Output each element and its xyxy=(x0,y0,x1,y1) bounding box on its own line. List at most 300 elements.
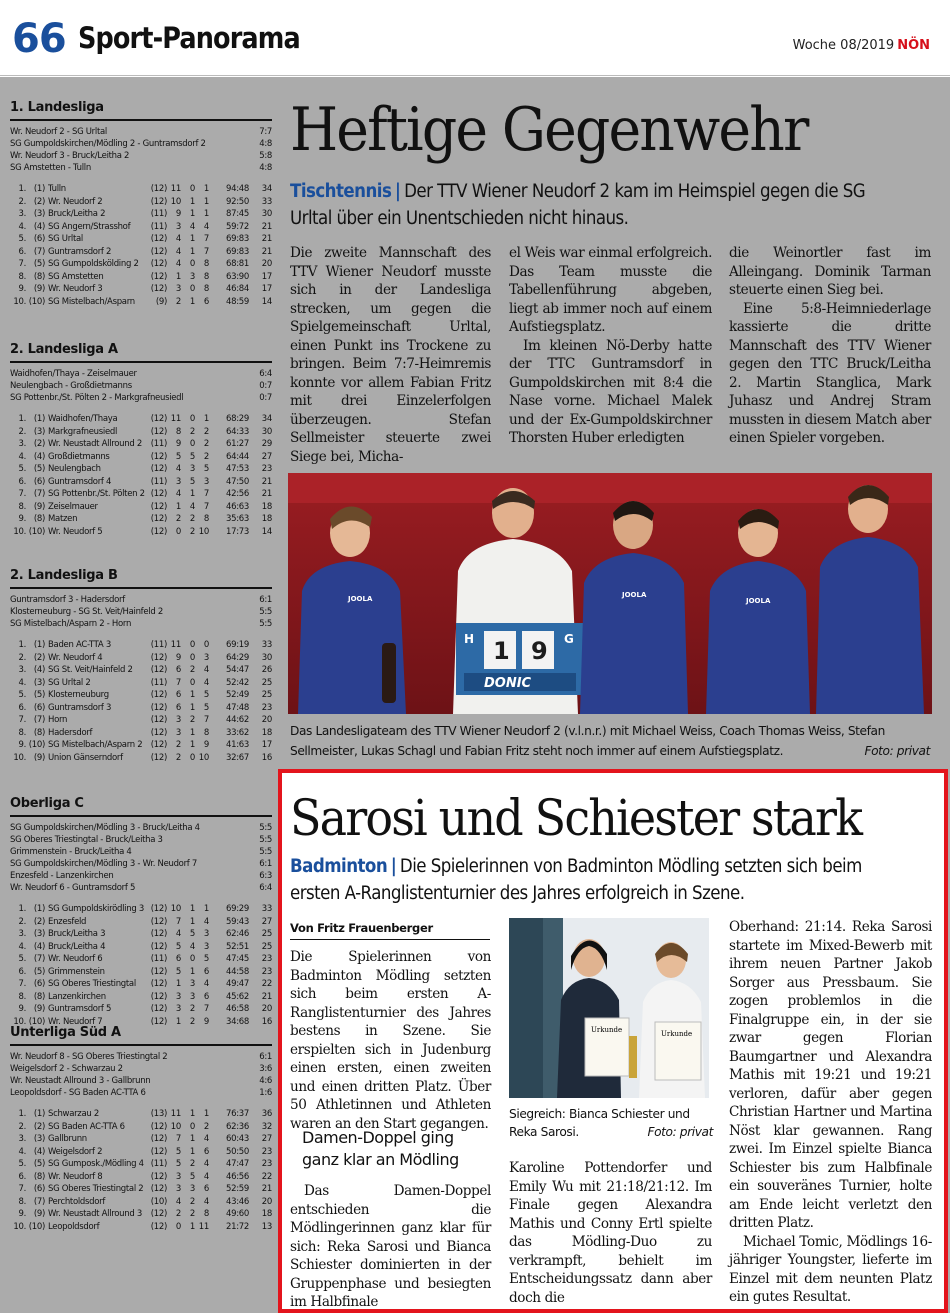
match-score: 0:7 xyxy=(259,393,272,403)
standings-cell-l: 8 xyxy=(203,727,209,738)
article-lead xyxy=(290,853,911,907)
standings-cell-sets: 44:58 xyxy=(226,966,249,977)
standings-cell-rank: 10. xyxy=(13,1016,26,1027)
standings-cell-prev: (4) xyxy=(33,451,45,462)
standings-cell-rank: 1. xyxy=(18,184,26,194)
standings-cell-games: (12) xyxy=(150,514,167,524)
standings-cell-games: (12) xyxy=(150,991,167,1002)
article-kicker: Badminton xyxy=(290,856,388,877)
standings-cell-pts: 18 xyxy=(261,501,272,512)
standings-table xyxy=(10,1108,272,1233)
standings-cell-d: 2 xyxy=(189,1159,195,1169)
standings-cell-team: Wr. Neudorf 7 xyxy=(48,1016,103,1027)
standings-cell-games: (12) xyxy=(150,426,167,437)
standings-row xyxy=(10,488,272,501)
standings-cell-d: 2 xyxy=(189,665,195,675)
standings-cell-games: (11) xyxy=(150,1159,167,1169)
standings-cell-team: Baden AC-TTA 3 xyxy=(48,640,111,650)
standings-cell-rank: 1. xyxy=(18,640,26,650)
standings-cell-l: 3 xyxy=(203,941,209,952)
standings-cell-sets: 49:60 xyxy=(226,1209,249,1219)
winners-photo-illustration xyxy=(509,918,709,1098)
standings-cell-games: (12) xyxy=(150,904,167,914)
standings-cell-team: Neulengbach xyxy=(48,464,101,474)
standings-cell-d: 2 xyxy=(189,1209,195,1219)
standings-cell-w: 1 xyxy=(175,1016,181,1027)
standings-cell-sets: 64:33 xyxy=(226,426,249,437)
standings-cell-games: (12) xyxy=(150,246,167,257)
standings-row xyxy=(10,739,272,752)
standings-cell-d: 1 xyxy=(189,702,195,713)
standings-cell-l: 10 xyxy=(198,526,209,537)
standings-cell-pts: 36 xyxy=(261,1109,272,1119)
standings-cell-sets: 48:59 xyxy=(226,296,249,307)
standings-row xyxy=(10,941,272,954)
standings-cell-team: Wr. Neudorf 8 xyxy=(48,1171,103,1182)
standings-cell-w: 0 xyxy=(175,1221,181,1232)
standings-row xyxy=(10,727,272,740)
article-column-3 xyxy=(729,244,931,448)
standings-cell-pts: 32 xyxy=(261,1121,272,1132)
standings-cell-pts: 33 xyxy=(261,904,272,914)
standings-cell-games: (12) xyxy=(150,184,167,194)
standings-cell-rank: 2. xyxy=(18,196,26,207)
match-result xyxy=(10,162,272,174)
standings-cell-rank: 9. xyxy=(18,740,26,750)
standings-row xyxy=(10,752,272,765)
standings-cell-games: (12) xyxy=(150,690,167,700)
standings-cell-sets: 63:90 xyxy=(226,271,249,282)
standings-cell-games: (12) xyxy=(150,1016,167,1027)
article-lead-text: Die Spielerinnen von Badminton Mödling setzten sich beim ersten A-Ranglistenturnier des Jahres erfolgreich in Szene. xyxy=(290,856,862,904)
standings-cell-w: 11 xyxy=(170,414,181,424)
match-result xyxy=(10,594,272,606)
match-score: 5:5 xyxy=(259,823,272,833)
standings-cell-l: 6 xyxy=(203,1146,209,1157)
standings-cell-games: (12) xyxy=(150,234,167,244)
standings-cell-w: 3 xyxy=(175,1171,181,1182)
standings-cell-d: 1 xyxy=(189,1109,195,1119)
standings-row xyxy=(10,426,272,439)
standings-cell-games: (11) xyxy=(150,221,167,232)
match-result xyxy=(10,606,272,618)
shirt-brand: JOOLA xyxy=(348,595,373,603)
standings-cell-rank: 5. xyxy=(18,954,26,964)
standings-cell-rank: 8. xyxy=(18,271,26,282)
standings-cell-w: 4 xyxy=(175,234,181,244)
standings-row xyxy=(10,258,272,271)
standings-cell-team: Guntramsdorf 3 xyxy=(48,702,112,713)
standings-cell-rank: 7. xyxy=(18,489,26,499)
standings-cell-w: 4 xyxy=(175,464,181,474)
standings-cell-games: (12) xyxy=(150,665,167,675)
standings-cell-games: (9) xyxy=(155,296,167,307)
standings-cell-w: 7 xyxy=(175,1134,181,1144)
standings-cell-rank: 4. xyxy=(18,451,26,462)
article-paragraph: Im kleinen Nö-Derby hatte der TTC Guntramsdorf in Gumpoldskirchen mit 8:4 die Nase vorne. Michael Malek und der Ex-Gumpoldskirchner Thorsten Huber erledigten xyxy=(509,337,712,446)
kicker-separator: | xyxy=(390,856,397,877)
standings-cell-w: 11 xyxy=(170,1109,181,1119)
standings-cell-team: Wr. Neudorf 2 xyxy=(48,196,103,207)
match-result xyxy=(10,1075,272,1087)
standings-cell-w: 5 xyxy=(175,966,181,977)
standings-cell-rank: 4. xyxy=(18,1146,26,1157)
standings-cell-l: 8 xyxy=(203,514,209,524)
standings-cell-l: 7 xyxy=(203,489,209,499)
standings-cell-l: 4 xyxy=(203,221,209,232)
standings-cell-d: 1 xyxy=(189,234,195,244)
standings-cell-l: 3 xyxy=(203,476,209,487)
standings-cell-sets: 69:29 xyxy=(226,904,249,914)
standings-cell-w: 9 xyxy=(175,209,181,219)
match-score: 5:5 xyxy=(259,835,272,845)
standings-cell-team: SG Mistelbach/Asparn 2 xyxy=(48,740,143,750)
standings-cell-games: (12) xyxy=(150,941,167,952)
standings-cell-l: 4 xyxy=(203,677,209,688)
match-result xyxy=(10,138,272,150)
article-column-2 xyxy=(509,1159,712,1307)
standings-cell-pts: 21 xyxy=(261,246,272,257)
standings-cell-team: Wr. Neudorf 3 xyxy=(48,284,103,294)
standings-cell-w: 8 xyxy=(175,426,181,437)
standings-cell-prev: (3) xyxy=(33,677,45,688)
standings-cell-pts: 23 xyxy=(261,702,272,713)
standings-cell-pts: 30 xyxy=(261,652,272,663)
article-paragraph: die Weinortler fast im Alleingang. Dominik Tarman steuerte einen Sieg bei. xyxy=(729,245,931,298)
standings-row xyxy=(10,652,272,665)
standings-cell-pts: 18 xyxy=(261,1209,272,1219)
standings-cell-rank: 9. xyxy=(18,1209,26,1219)
standings-cell-w: 5 xyxy=(175,1159,181,1169)
standings-cell-sets: 64:44 xyxy=(226,451,249,462)
standings-cell-l: 2 xyxy=(203,426,209,437)
standings-row xyxy=(10,208,272,221)
standings-cell-prev: (6) xyxy=(33,476,45,487)
standings-cell-games: (12) xyxy=(150,702,167,713)
standings-cell-prev: (4) xyxy=(33,221,45,232)
shirt-brand: JOOLA xyxy=(622,591,647,599)
article-paragraph: Eine 5:8-Heimniederlage kassierte die dritte Mannschaft des TTV Wiener gegen den TTC Bruck/Leitha 2. Martin Stanglica, Mark Juhasz und Andrej Stram mussten in diesem Match aber einen Spieler vorgeben. xyxy=(729,300,931,446)
match-score: 4:8 xyxy=(259,163,272,173)
standings-cell-l: 4 xyxy=(203,665,209,675)
match-score: 5:5 xyxy=(259,607,272,617)
standings-cell-pts: 33 xyxy=(261,196,272,207)
standings-cell-sets: 44:62 xyxy=(226,715,249,725)
standings-cell-d: 1 xyxy=(189,209,195,219)
standings-cell-w: 3 xyxy=(175,727,181,738)
standings-cell-pts: 21 xyxy=(261,991,272,1002)
photo-sign: Urkunde xyxy=(591,1026,623,1034)
standings-row xyxy=(10,966,272,979)
standings-cell-rank: 10. xyxy=(13,526,26,537)
match-score: 6:4 xyxy=(259,883,272,893)
standings-cell-rank: 4. xyxy=(18,677,26,688)
match-score: 5:8 xyxy=(259,151,272,161)
standings-cell-d: 2 xyxy=(189,526,195,537)
standings-cell-sets: 52:42 xyxy=(226,677,249,688)
standings-cell-games: (11) xyxy=(150,677,167,688)
photo-caption xyxy=(290,721,930,761)
standings-cell-w: 7 xyxy=(175,916,181,927)
standings-row xyxy=(10,1183,272,1196)
article-column-1-continued xyxy=(290,1182,491,1312)
standings-cell-pts: 25 xyxy=(261,929,272,939)
standings-cell-prev: (5) xyxy=(33,259,45,269)
scoreboard-brand: DONIC xyxy=(484,676,532,691)
match-score: 6:3 xyxy=(259,871,272,881)
standings-cell-d: 1 xyxy=(189,690,195,700)
standings-cell-prev: (2) xyxy=(33,916,45,927)
match-result xyxy=(10,126,272,138)
standings-cell-pts: 17 xyxy=(261,740,272,750)
standings-cell-prev: (9) xyxy=(33,501,45,512)
standings-cell-team: Wr. Neudorf 6 xyxy=(48,954,103,964)
standings-cell-l: 3 xyxy=(203,652,209,663)
league-table xyxy=(10,568,272,764)
standings-cell-d: 1 xyxy=(189,489,195,499)
standings-row xyxy=(10,196,272,209)
match-score: 4:6 xyxy=(259,1076,272,1086)
standings-cell-prev: (7) xyxy=(33,1196,45,1207)
standings-cell-w: 2 xyxy=(175,514,181,524)
article-headline: Sarosi und Schiester stark xyxy=(290,789,862,847)
standings-cell-rank: 6. xyxy=(18,966,26,977)
standings-cell-pts: 23 xyxy=(261,1146,272,1157)
standings-cell-team: Tulln xyxy=(48,184,66,194)
standings-cell-prev: (8) xyxy=(33,727,45,738)
standings-cell-l: 3 xyxy=(203,929,209,939)
standings-cell-prev: (3) xyxy=(33,209,45,219)
scoreboard-letter: H xyxy=(464,632,475,646)
standings-row xyxy=(10,438,272,451)
standings-row xyxy=(10,702,272,715)
scoreboard-digit: 1 xyxy=(493,637,510,665)
standings-cell-sets: 46:56 xyxy=(226,1171,249,1182)
standings-cell-rank: 10. xyxy=(13,296,26,307)
standings-cell-sets: 69:19 xyxy=(226,640,249,650)
standings-cell-prev: (9) xyxy=(33,1209,45,1219)
standings-cell-pts: 14 xyxy=(261,526,272,537)
standings-cell-d: 5 xyxy=(189,451,195,462)
standings-cell-d: 0 xyxy=(189,640,195,650)
standings-cell-w: 1 xyxy=(175,979,181,989)
standings-row xyxy=(10,1133,272,1146)
photo-credit: Foto: privat xyxy=(864,744,930,758)
standings-cell-team: SG Baden AC-TTA 6 xyxy=(48,1121,125,1132)
standings-cell-sets: 92:50 xyxy=(226,196,249,207)
standings-cell-w: 2 xyxy=(175,752,181,763)
standings-cell-l: 9 xyxy=(203,740,209,750)
standings-cell-w: 1 xyxy=(175,271,181,282)
match-result xyxy=(10,392,272,404)
match-result xyxy=(10,882,272,894)
standings-cell-pts: 20 xyxy=(261,1004,272,1014)
standings-cell-sets: 34:68 xyxy=(226,1016,249,1027)
standings-cell-rank: 9. xyxy=(18,284,26,294)
standings-cell-games: (12) xyxy=(150,259,167,269)
standings-cell-w: 4 xyxy=(175,259,181,269)
standings-cell-l: 8 xyxy=(203,271,209,282)
standings-cell-prev: (10) xyxy=(28,1016,45,1027)
standings-cell-w: 5 xyxy=(175,451,181,462)
standings-cell-prev: (7) xyxy=(33,489,45,499)
standings-cell-w: 9 xyxy=(175,439,181,449)
standings-cell-pts: 30 xyxy=(261,426,272,437)
standings-cell-d: 5 xyxy=(189,929,195,939)
standings-cell-l: 4 xyxy=(203,979,209,989)
standings-cell-team: Markgrafneusiedl xyxy=(48,426,118,437)
standings-cell-pts: 23 xyxy=(261,966,272,977)
standings-cell-pts: 30 xyxy=(261,209,272,219)
standings-cell-games: (12) xyxy=(150,727,167,738)
standings-cell-team: Guntramsdorf 5 xyxy=(48,1004,112,1014)
standings-cell-sets: 47:50 xyxy=(226,476,249,487)
standings-row xyxy=(10,953,272,966)
standings-cell-games: (10) xyxy=(150,1196,167,1207)
standings-cell-sets: 94:48 xyxy=(226,184,249,194)
standings-cell-d: 3 xyxy=(189,1184,195,1194)
standings-cell-d: 3 xyxy=(189,991,195,1002)
match-teams: Weigelsdorf 2 - Schwarzau 2 xyxy=(10,1064,123,1074)
standings-cell-team: Weigelsdorf 2 xyxy=(48,1146,103,1157)
standings-cell-rank: 6. xyxy=(18,1171,26,1182)
standings-cell-w: 5 xyxy=(175,1146,181,1157)
standings-cell-w: 4 xyxy=(175,1196,181,1207)
standings-cell-d: 0 xyxy=(189,652,195,663)
league-title: 1. Landesliga xyxy=(10,100,272,121)
standings-cell-pts: 17 xyxy=(261,284,272,294)
match-result xyxy=(10,1063,272,1075)
photo-sign: Urkunde xyxy=(661,1030,693,1038)
standings-cell-d: 1 xyxy=(189,246,195,257)
standings-cell-sets: 52:49 xyxy=(226,690,249,700)
standings-cell-l: 4 xyxy=(203,1171,209,1182)
standings-cell-games: (12) xyxy=(150,1221,167,1232)
standings-cell-l: 4 xyxy=(203,1196,209,1207)
article-lead-text: Der TTV Wiener Neudorf 2 kam im Heimspiel gegen die SG Urltal über ein Unentschieden nicht hinaus. xyxy=(290,181,866,229)
standings-cell-d: 2 xyxy=(189,1004,195,1014)
standings-cell-prev: (3) xyxy=(33,929,45,939)
standings-cell-rank: 5. xyxy=(18,234,26,244)
article-paragraph: Die zweite Mannschaft des TTV Wiener Neudorf musste sich in der Landesliga strecken, um gegen die Spielgemeinschaft Urltal, einen Punkt ins Trockene zu bringen. Beim 7:7-Heimremis konnte vor allem Fabian Fritz mit drei Einzelerfolgen überzeugen. Stefan Sellmeister steuerte zwei Siege bei, Micha- xyxy=(290,245,491,465)
standings-cell-d: 1 xyxy=(189,1134,195,1144)
standings-row xyxy=(10,1171,272,1184)
standings-cell-w: 3 xyxy=(175,1004,181,1014)
standings-cell-sets: 68:81 xyxy=(226,259,249,269)
standings-cell-d: 2 xyxy=(189,514,195,524)
standings-cell-prev: (1) xyxy=(33,1109,45,1119)
standings-cell-pts: 34 xyxy=(261,414,272,424)
standings-cell-games: (11) xyxy=(150,209,167,219)
standings-cell-d: 2 xyxy=(189,1016,195,1027)
standings-cell-rank: 10. xyxy=(13,752,26,763)
standings-row xyxy=(10,463,272,476)
standings-cell-d: 0 xyxy=(189,184,195,194)
winners-photo xyxy=(509,918,709,1098)
standings-cell-games: (11) xyxy=(150,439,167,449)
standings-cell-sets: 46:63 xyxy=(226,501,249,512)
match-teams: SG Amstetten - Tulln xyxy=(10,163,91,173)
standings-cell-team: SG Urltal xyxy=(48,234,83,244)
standings-row xyxy=(10,413,272,426)
standings-cell-pts: 16 xyxy=(261,752,272,763)
standings-cell-team: Guntramsdorf 4 xyxy=(48,476,112,487)
match-teams: Waidhofen/Thaya - Zeiselmauer xyxy=(10,369,137,379)
standings-cell-rank: 3. xyxy=(18,929,26,939)
standings-cell-team: Lanzenkirchen xyxy=(48,991,106,1002)
standings-cell-games: (12) xyxy=(150,271,167,282)
standings-cell-w: 5 xyxy=(175,941,181,952)
standings-cell-pts: 17 xyxy=(261,271,272,282)
standings-table xyxy=(10,183,272,308)
standings-cell-l: 6 xyxy=(203,1184,209,1194)
standings-row xyxy=(10,664,272,677)
article-lead xyxy=(290,178,875,232)
match-result xyxy=(10,150,272,162)
standings-cell-games: (12) xyxy=(150,1146,167,1157)
standings-cell-team: Horn xyxy=(48,715,68,725)
standings-cell-l: 7 xyxy=(203,715,209,725)
standings-row xyxy=(10,1108,272,1121)
standings-cell-sets: 69:83 xyxy=(226,234,249,244)
standings-cell-d: 0 xyxy=(189,677,195,688)
standings-cell-team: SG Oberes Triestingtal xyxy=(48,979,136,989)
standings-cell-w: 6 xyxy=(175,690,181,700)
standings-cell-sets: 45:62 xyxy=(226,991,249,1002)
match-score: 3:6 xyxy=(259,1064,272,1074)
standings-cell-l: 1 xyxy=(203,196,209,207)
league-title: Oberliga C xyxy=(10,796,272,817)
standings-cell-w: 4 xyxy=(175,246,181,257)
standings-cell-d: 4 xyxy=(189,941,195,952)
standings-table xyxy=(10,903,272,1028)
standings-cell-prev: (5) xyxy=(33,1159,45,1169)
standings-cell-rank: 7. xyxy=(18,259,26,269)
match-result xyxy=(10,618,272,630)
standings-cell-games: (11) xyxy=(150,954,167,964)
standings-cell-team: Bruck/Leitha 2 xyxy=(48,209,106,219)
standings-cell-team: Wr. Neustadt Allround 2 xyxy=(48,439,142,449)
section-title: Sport-Panorama xyxy=(78,21,300,55)
standings-row xyxy=(10,978,272,991)
standings-row xyxy=(10,501,272,514)
match-teams: Neulengbach - Großdietmanns xyxy=(10,381,132,391)
standings-cell-sets: 21:72 xyxy=(226,1221,249,1232)
standings-cell-rank: 3. xyxy=(18,1134,26,1144)
standings-row xyxy=(10,183,272,196)
issue-label xyxy=(793,38,930,54)
standings-cell-prev: (6) xyxy=(33,702,45,713)
standings-cell-prev: (5) xyxy=(33,966,45,977)
standings-cell-sets: 17:73 xyxy=(226,526,249,537)
standings-cell-l: 6 xyxy=(203,966,209,977)
standings-cell-w: 3 xyxy=(175,284,181,294)
standings-cell-prev: (7) xyxy=(33,715,45,725)
article-paragraph: Oberhand: 21:14. Reka Sarosi startete im Mixed-Bewerb mit ihrem neuen Partner Jakob Sorger aus Pressbaum. Sie zogen problemlos in die Finalgruppe ein, in der sie zwar gegen Florian Baumgartner und Alexandra Mathis mit 19:21 und 19:21 verloren, dafür aber gegen Christian Hartner und Martina Nöst klar gewannen. Rang zwei. Im Einzel spielte Bianca Schiester bis zum Halbfinale ein souveränes Turnier, holte am Ende leicht verletzt den dritten Platz. xyxy=(729,919,932,1231)
standings-cell-w: 4 xyxy=(175,929,181,939)
standings-cell-d: 5 xyxy=(189,1171,195,1182)
standings-cell-prev: (6) xyxy=(33,1184,45,1194)
standings-cell-pts: 13 xyxy=(261,1221,272,1232)
standings-cell-l: 5 xyxy=(203,954,209,964)
standings-cell-prev: (5) xyxy=(33,464,45,474)
standings-cell-sets: 68:29 xyxy=(226,414,249,424)
standings-cell-pts: 21 xyxy=(261,234,272,244)
standings-cell-games: (12) xyxy=(150,196,167,207)
standings-cell-sets: 47:47 xyxy=(226,1159,249,1169)
match-score: 5:5 xyxy=(259,619,272,629)
standings-cell-d: 2 xyxy=(189,715,195,725)
